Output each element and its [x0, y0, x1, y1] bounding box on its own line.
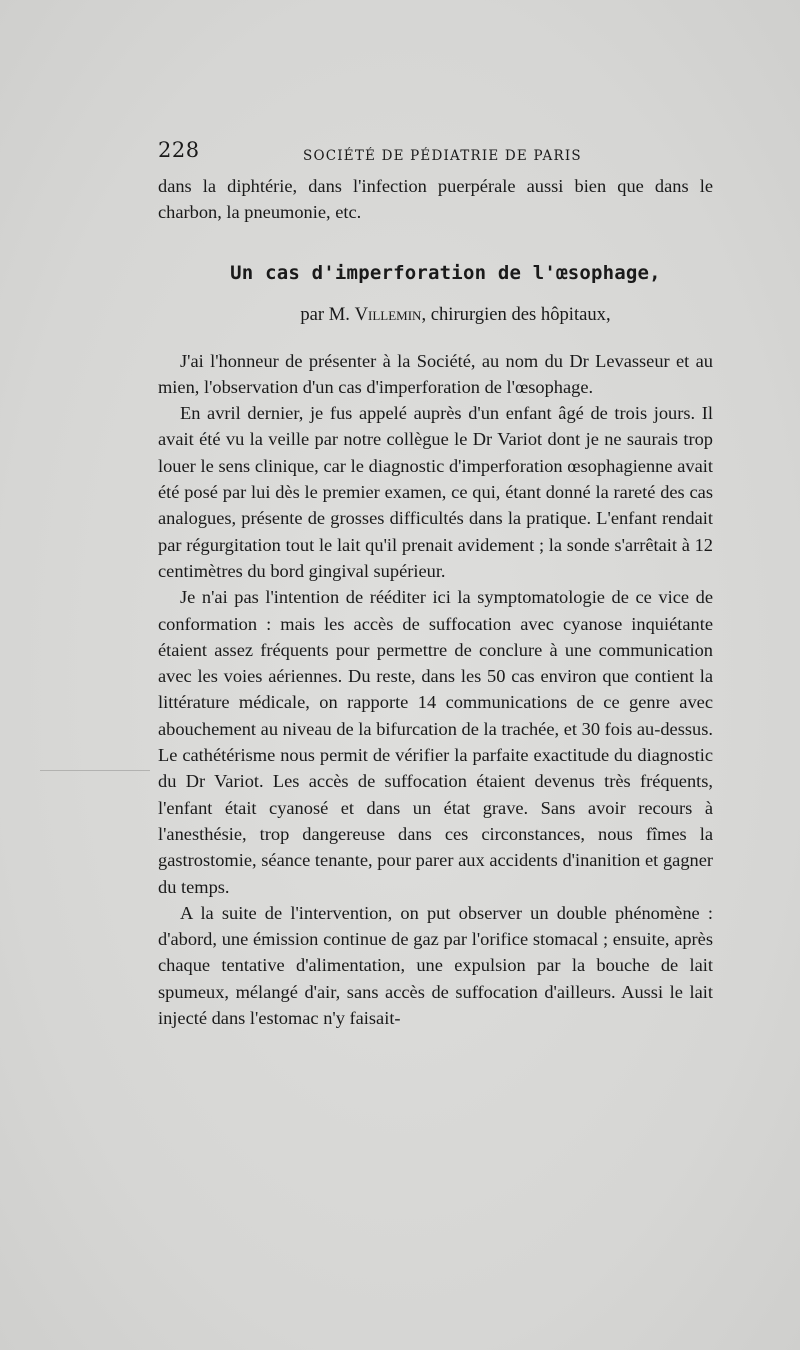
- body-paragraph: A la suite de l'intervention, on put observer un double phénomène : d'abord, une émission continue de gaz par l'orifice stomacal ; ensuite, après chaque tentative d'alimentation, une expulsion par la bouche de lait spumeux, mélangé d'air, sans accès de suffocation d'ailleurs. Aussi le lait injecté dans l'estomac n'y faisait-: [158, 902, 713, 1029]
- article-title: Un cas d'imperforation de l'œsophage,: [230, 261, 661, 284]
- paper-mark: [40, 770, 150, 771]
- body-paragraph: Je n'ai pas l'intention de rééditer ici la symptomatologie de ce vice de conformation : mais les accès de suffocation avec cyanose inquiétante étaient assez fréquents pour permettre de conclure à une communication avec les voies aériennes. Du reste, dans les 50 cas environ que contient la littérature médicale, on rapporte 14 communications de ce genre avec abouchement au niveau de la bifurcation de la trachée, et 30 fois au-dessus. Le cathétérisme nous permit de vérifier la parfaite exactitude du diagnostic du Dr Variot. Les accès de suffocation étaient devenus très fréquents, l'enfant était cyanosé et dans un état grave. Sans avoir recours à l'anesthésie, trop dangereuse dans ces circonstances, nous fîmes la gastrostomie, séance tenante, pour parer aux accidents d'inanition et gagner du temps.: [158, 587, 713, 897]
- author-name: Villemin: [354, 303, 422, 325]
- byline-suffix: , chirurgien des hôpitaux,: [421, 303, 611, 325]
- body-paragraph: En avril dernier, je fus appelé auprès d'un enfant âgé de trois jours. Il avait été vu la veille par notre collègue le Dr Variot dont je ne saurais trop louer le sens clinique, car le diagnostic d'imperforation œsophagienne avait été posé par lui dès le premier examen, ce qui, étant donné la rareté des cas analogues, présente de grosses difficultés dans la pratique. L'enfant rendait par régurgitation tout le lait qu'il prenait avidement ; la sonde s'arrêtait à 12 centimètres du bord gingival supérieur.: [158, 403, 713, 581]
- running-title: SOCIÉTÉ DE PÉDIATRIE DE PARIS: [303, 148, 582, 164]
- intro-paragraph: dans la diphtérie, dans l'infection puerpérale aussi bien que dans le charbon, la pneumonie, etc.: [158, 176, 713, 223]
- running-header: [158, 138, 713, 170]
- book-page: [158, 138, 713, 1031]
- byline-prefix: par M.: [300, 303, 350, 325]
- body-paragraph: J'ai l'honneur de présenter à la Société, au nom du Dr Levasseur et au mien, l'observation d'un cas d'imperforation de l'œsophage.: [158, 350, 713, 397]
- byline: [158, 304, 713, 326]
- page-number: 228: [158, 138, 200, 162]
